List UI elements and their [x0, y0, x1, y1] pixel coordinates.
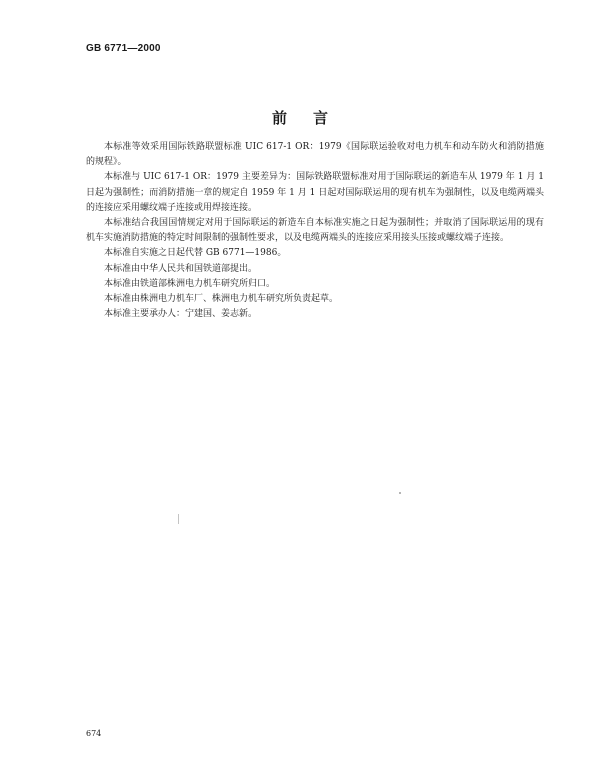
- paragraph-adoption: 本标准等效采用国际铁路联盟标准 UIC 617-1 OR：1979《国际联运验收对电力机车和动车防火和消防措施的规程》。: [86, 142, 544, 168]
- standard-code: GB 6771—2000: [86, 43, 161, 54]
- paragraph-proposed-by: 本标准由中华人民共和国铁道部提出。: [104, 263, 258, 274]
- scan-speck-line: [178, 514, 179, 524]
- paragraph-drafters: 本标准主要承办人：宁建国、姜志新。: [104, 309, 258, 320]
- foreword-body: [86, 140, 544, 322]
- paragraph-national-conditions: 本标准结合我国国情规定对用于国际联运的新造车自本标准实施之日起为强制性；并取消了国际联运用的现有机车实施消防措施的特定时间限制的强制性要求，以及电缆两端头的连接应采用接头压接或螺纹端子连接。: [86, 218, 544, 244]
- page-number: 674: [86, 729, 102, 738]
- scan-speck: [399, 492, 401, 494]
- page-title: 前言: [271, 109, 354, 127]
- paragraph-drafted-by: 本标准由株洲电力机车厂、株洲电力机车研究所负责起草。: [104, 294, 339, 305]
- paragraph-differences: 本标准与 UIC 617-1 OR：1979 主要差异为：国际铁路联盟标准对用于国际联运的新造车从 1979 年 1 月 1 日起为强制性；而消防措施一章的规定自 1959 年 1 月 1 日起对国际联运用的现有机车为强制性，以及电缆两端头的连接应采用螺纹端子连接或用焊接连接。: [86, 172, 544, 213]
- paragraph-managed-by: 本标准由铁道部株洲电力机车研究所归口。: [104, 278, 276, 289]
- paragraph-replaces: 本标准自实施之日起代替 GB 6771—1986。: [104, 248, 287, 259]
